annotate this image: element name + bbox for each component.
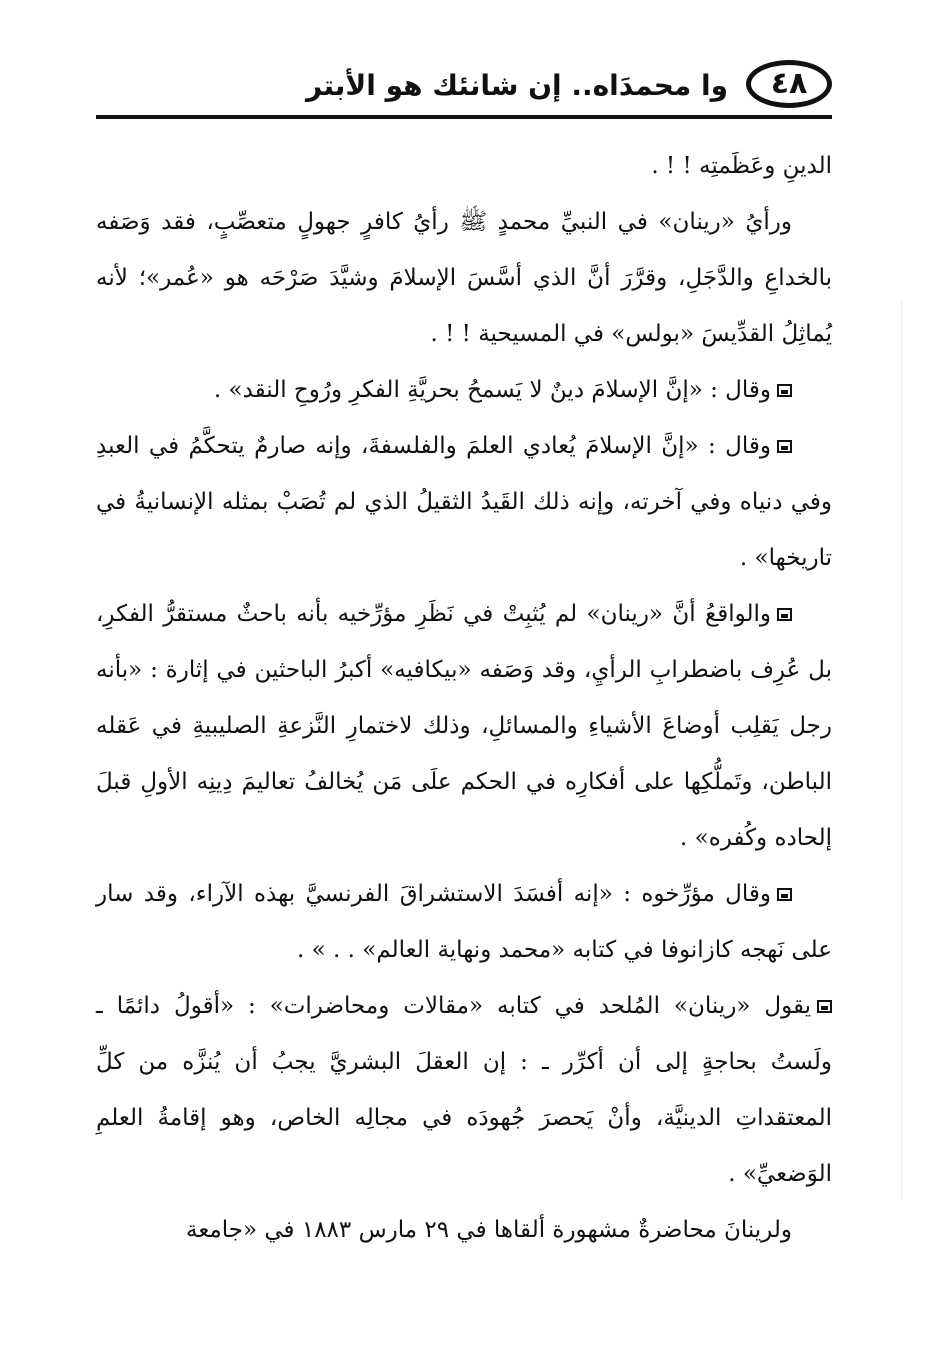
paragraph-text: الدينِ وعَظَمتِه ! ! .: [651, 153, 832, 179]
paragraph-text: وقال : «إنَّ الإسلامَ يُعادي العلمَ والفلسفةَ، وإنه صارمٌ يتحكَّمُ في العبدِ وفي دنياه وفي آخرته، وإنه ذلك القَيدُ الثقيلُ الذي لم تُصَبْ بمثله الإنسانيةُ في تاريخها» .: [96, 433, 832, 571]
square-bullet-icon: [777, 384, 792, 397]
paragraph-text: يقول «رينان» المُلحد في كتابه «مقالات ومحاضرات» : «أقولُ دائمًا ـ ولَستُ بحاجةٍ إلى أن أكرِّر ـ : إن العقلَ البشريَّ يجبُ أن يُنزَّه من كلِّ المعتقداتِ الدينيَّة، وأنْ يَحصرَ جُهودَه في مجالِه الخاص، وهو إقامةُ العلمِ الوَضعيِّ» .: [96, 993, 832, 1187]
paragraph-5: [96, 586, 832, 866]
square-bullet-icon: [777, 608, 792, 621]
paragraph-3: [96, 362, 832, 418]
paragraph-8: [96, 1202, 832, 1258]
square-bullet-icon: [777, 440, 792, 453]
paragraph-text: وقال : «إنَّ الإسلامَ دينٌ لا يَسمحُ بحريَّةِ الفكرِ ورُوحِ النقد» .: [213, 377, 771, 403]
square-bullet-icon: [817, 1000, 832, 1013]
paragraph-text: ورأيُ «رينان» في النبيِّ محمدٍ ﷺ رأيُ كافرٍ جهولٍ متعصِّبٍ، فقد وَصَفه بالخداعِ والدَّجَلِ، وقرَّرَ أنَّ الذي أسَّسَ الإسلامَ وشيَّدَ صَرْحَه هو «عُمر»؛ لأنه يُماثِلُ القدِّيسَ «بولس» في المسيحية ! ! .: [96, 209, 832, 347]
square-bullet-icon: [777, 888, 792, 901]
paragraph-6: [96, 866, 832, 978]
paragraph-text: وقال مؤرِّخوه : «إنه أفسَدَ الاستشراقَ الفرنسيَّ بهذه الآراء، وقد سار على نَهجه كازانوفا في كتابه «محمد ونهاية العالم» . . » .: [96, 881, 832, 963]
running-title: وا محمدَاه.. إن شانئك هو الأبتر: [306, 69, 728, 102]
paragraph-7: [96, 978, 832, 1202]
page-header: [96, 52, 832, 122]
paragraph-4: [96, 418, 832, 586]
paragraph-1: [96, 138, 832, 194]
page-number: ٤٨: [746, 60, 832, 108]
page-body: [96, 138, 832, 1258]
header-divider: [96, 115, 832, 119]
page-edge-line: [901, 300, 902, 1200]
paragraph-text: والواقعُ أنَّ «رينان» لم يُثبِتْ في نَظَرِ مؤرِّخيه بأنه باحثٌ مستقرُّ الفكرِ، بل عُرِف باضطرابِ الرأيِ، وقد وَصَفه «بيكافيه» أكبرُ الباحثين في إثارة : «بأنه رجل يَقلِب أوضاعَ الأشياءِ والمسائلِ، وذلك لاختمارِ النَّزعةِ الصليبيةِ في عَقله الباطن، وتَملُّكِها على أفكارِه في الحكم علَى مَن يُخالفُ تعاليمَ دِينِه الأولِ قبلَ إلحاده وكُفره» .: [96, 601, 832, 851]
paragraph-text: ولرينانَ محاضرةٌ مشهورة ألقاها في ٢٩ مارس ١٨٨٣ في «جامعة: [186, 1217, 792, 1243]
paragraph-2: [96, 194, 832, 362]
